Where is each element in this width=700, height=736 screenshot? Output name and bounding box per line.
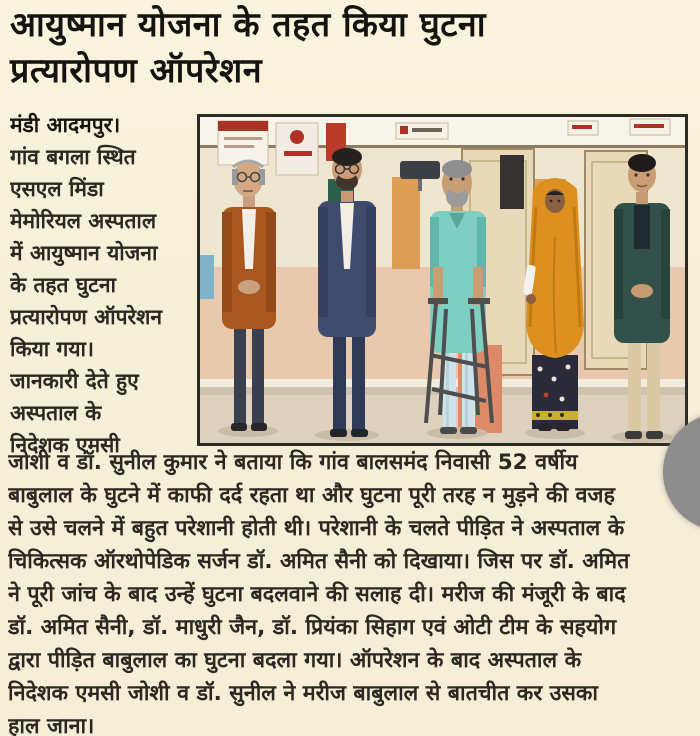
- body-line: डॉ. अमित सैनी, डॉ. माधुरी जैन, डॉ. प्रियंका सिहाग एवं ओटी टीम के सहयोग: [8, 615, 617, 640]
- article-photo: [197, 114, 688, 446]
- body-line: ने पूरी जांच के बाद उन्हें घुटना बदलवाने की सलाह दी। मरीज की मंजूरी के बाद: [8, 582, 626, 607]
- body-line: से उसे चलने में बहुत परेशानी होती थी। परेशानी के चलते पीड़ित ने अस्पताल के: [8, 516, 625, 541]
- body-line: निदेशक एमसी जोशी व डॉ. सुनील ने मरीज बाबुलाल से बातचीत कर उसका: [8, 681, 598, 706]
- left-column-line: एसएल मिंडा: [10, 177, 104, 201]
- left-column-line: अस्पताल के: [10, 401, 102, 425]
- body-line: बाबुलाल के घुटने में काफी दर्द रहता था और घुटना पूरी तरह न मुड़ने की वजह: [8, 483, 615, 508]
- dateline: मंडी आदमपुर।: [10, 113, 121, 137]
- left-column-line: में आयुष्मान योजना: [10, 241, 158, 265]
- left-column-line: प्रत्यारोपण ऑपरेशन: [10, 305, 163, 329]
- body-line: हाल जाना।: [8, 714, 95, 736]
- left-column-line: निदेशक एमसी: [10, 433, 120, 457]
- article-headline: [10, 2, 694, 94]
- left-column-line: गांव बगला स्थित: [10, 145, 136, 169]
- left-column-line: किया गया।: [10, 337, 94, 361]
- headline-line-2: प्रत्यारोपण ऑपरेशन: [10, 51, 263, 91]
- body-line: जोशी व डॉ. सुनील कुमार ने बताया कि गांव बालसमंद निवासी 52 वर्षीय: [8, 450, 578, 475]
- body-line: द्वारा पीड़ित बाबुलाल का घुटना बदला गया। ऑपरेशन के बाद अस्पताल के: [8, 648, 582, 673]
- body-line: चिकित्सक ऑरथोपेडिक सर्जन डॉ. अमित सैनी को दिखाया। जिस पर डॉ. अमित: [8, 549, 630, 574]
- person-woman-shawl: [523, 178, 585, 439]
- left-column-line: मेमोरियल अस्पताल: [10, 209, 157, 233]
- article-body: [8, 446, 698, 736]
- left-column-line: के तहत घुटना: [10, 273, 116, 297]
- article-left-column: [10, 109, 196, 461]
- hospital-group-photo: [200, 117, 685, 443]
- left-column-line: जानकारी देते हुए: [10, 369, 139, 393]
- headline-line-1: आयुष्मान योजना के तहत किया घुटना: [10, 5, 487, 45]
